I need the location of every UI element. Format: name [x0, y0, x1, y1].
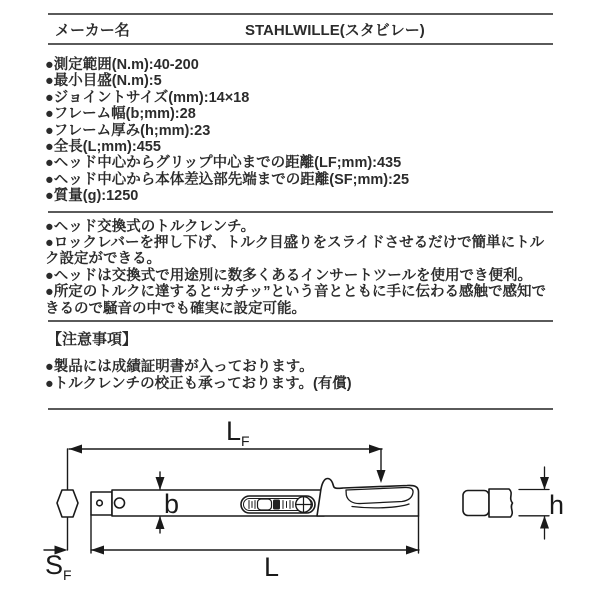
notice-item: ●トルクレンチの校正も承っております。(有償)	[45, 375, 352, 392]
spec-item: ●フレーム厚み(h;mm):23	[45, 122, 211, 139]
arrowhead-l-left	[91, 545, 104, 554]
arrowhead-h-bottom	[540, 516, 549, 529]
divider-header-bottom	[48, 43, 553, 45]
feature-item: ●所定のトルクに達すると“カチッ”という音とともに手に伝わる感触で感知できるので騒音の中でも確実に設定可能。	[45, 284, 547, 317]
divider-specs-bottom	[48, 211, 553, 213]
dimension-l	[91, 515, 419, 553]
feature-item: ●ヘッドは交換式で用途別に数多くあるインサートツールを使用でき便利。	[45, 267, 532, 284]
torque-wrench-dimension-diagram	[0, 410, 600, 583]
notice-title: 【注意事項】	[47, 331, 138, 349]
notice-list	[45, 359, 600, 392]
spec-item: ●ヘッド中心からグリップ中心までの距離(LF;mm):435	[45, 155, 402, 172]
scale-window	[241, 496, 315, 513]
spec-item: ●測定範囲(N.m):40-200	[45, 57, 199, 73]
arrowhead-h-top	[540, 477, 549, 490]
spec-item: ●ヘッド中心から本体差込部先端までの距離(SF;mm):25	[45, 171, 410, 188]
scale-slider	[258, 499, 272, 510]
feature-list	[45, 219, 553, 317]
maker-row	[0, 15, 600, 43]
wrench-beam	[112, 490, 324, 516]
grip	[317, 478, 419, 516]
label-h: h	[549, 489, 565, 520]
arrowhead-lf-right	[369, 444, 382, 453]
label-b: b	[164, 488, 180, 519]
spec-list	[45, 57, 558, 205]
wrench-drawing	[57, 478, 419, 517]
notice-item: ●製品には成績証明書が入っております。	[45, 359, 314, 376]
head-side-view	[463, 489, 513, 517]
feature-item: ●ロックレバーを押し下げ、トルク目盛りをスライドさせるだけで簡単にトルク設定ができる。	[45, 235, 545, 268]
label-l: L	[264, 551, 280, 582]
arrowhead-lf-left	[69, 444, 82, 453]
spec-item: ●フレーム幅(b;mm):28	[45, 106, 196, 123]
maker-name-label: メーカー名	[55, 21, 130, 39]
spec-item: ●全長(L;mm):455	[45, 139, 161, 156]
feature-item: ●ヘッド交換式のトルクレンチ。	[45, 218, 256, 235]
spec-item: ●最小目盛(N.m):5	[45, 73, 162, 90]
hex-insert-end	[57, 490, 78, 517]
arrowhead-lf-down	[377, 470, 386, 483]
divider-features-bottom	[48, 320, 553, 322]
maker-name-value: STAHLWILLE(スタビレー)	[245, 21, 425, 39]
arrowhead-l-right	[406, 545, 419, 554]
label-sf: $S_F$	[45, 549, 72, 583]
spec-item: ●ジョイントサイズ(mm):14×18	[45, 89, 250, 106]
spec-item: ●質量(g):1250	[45, 188, 139, 205]
scale-marker	[273, 499, 280, 509]
label-lf: $L_F$	[226, 415, 250, 449]
